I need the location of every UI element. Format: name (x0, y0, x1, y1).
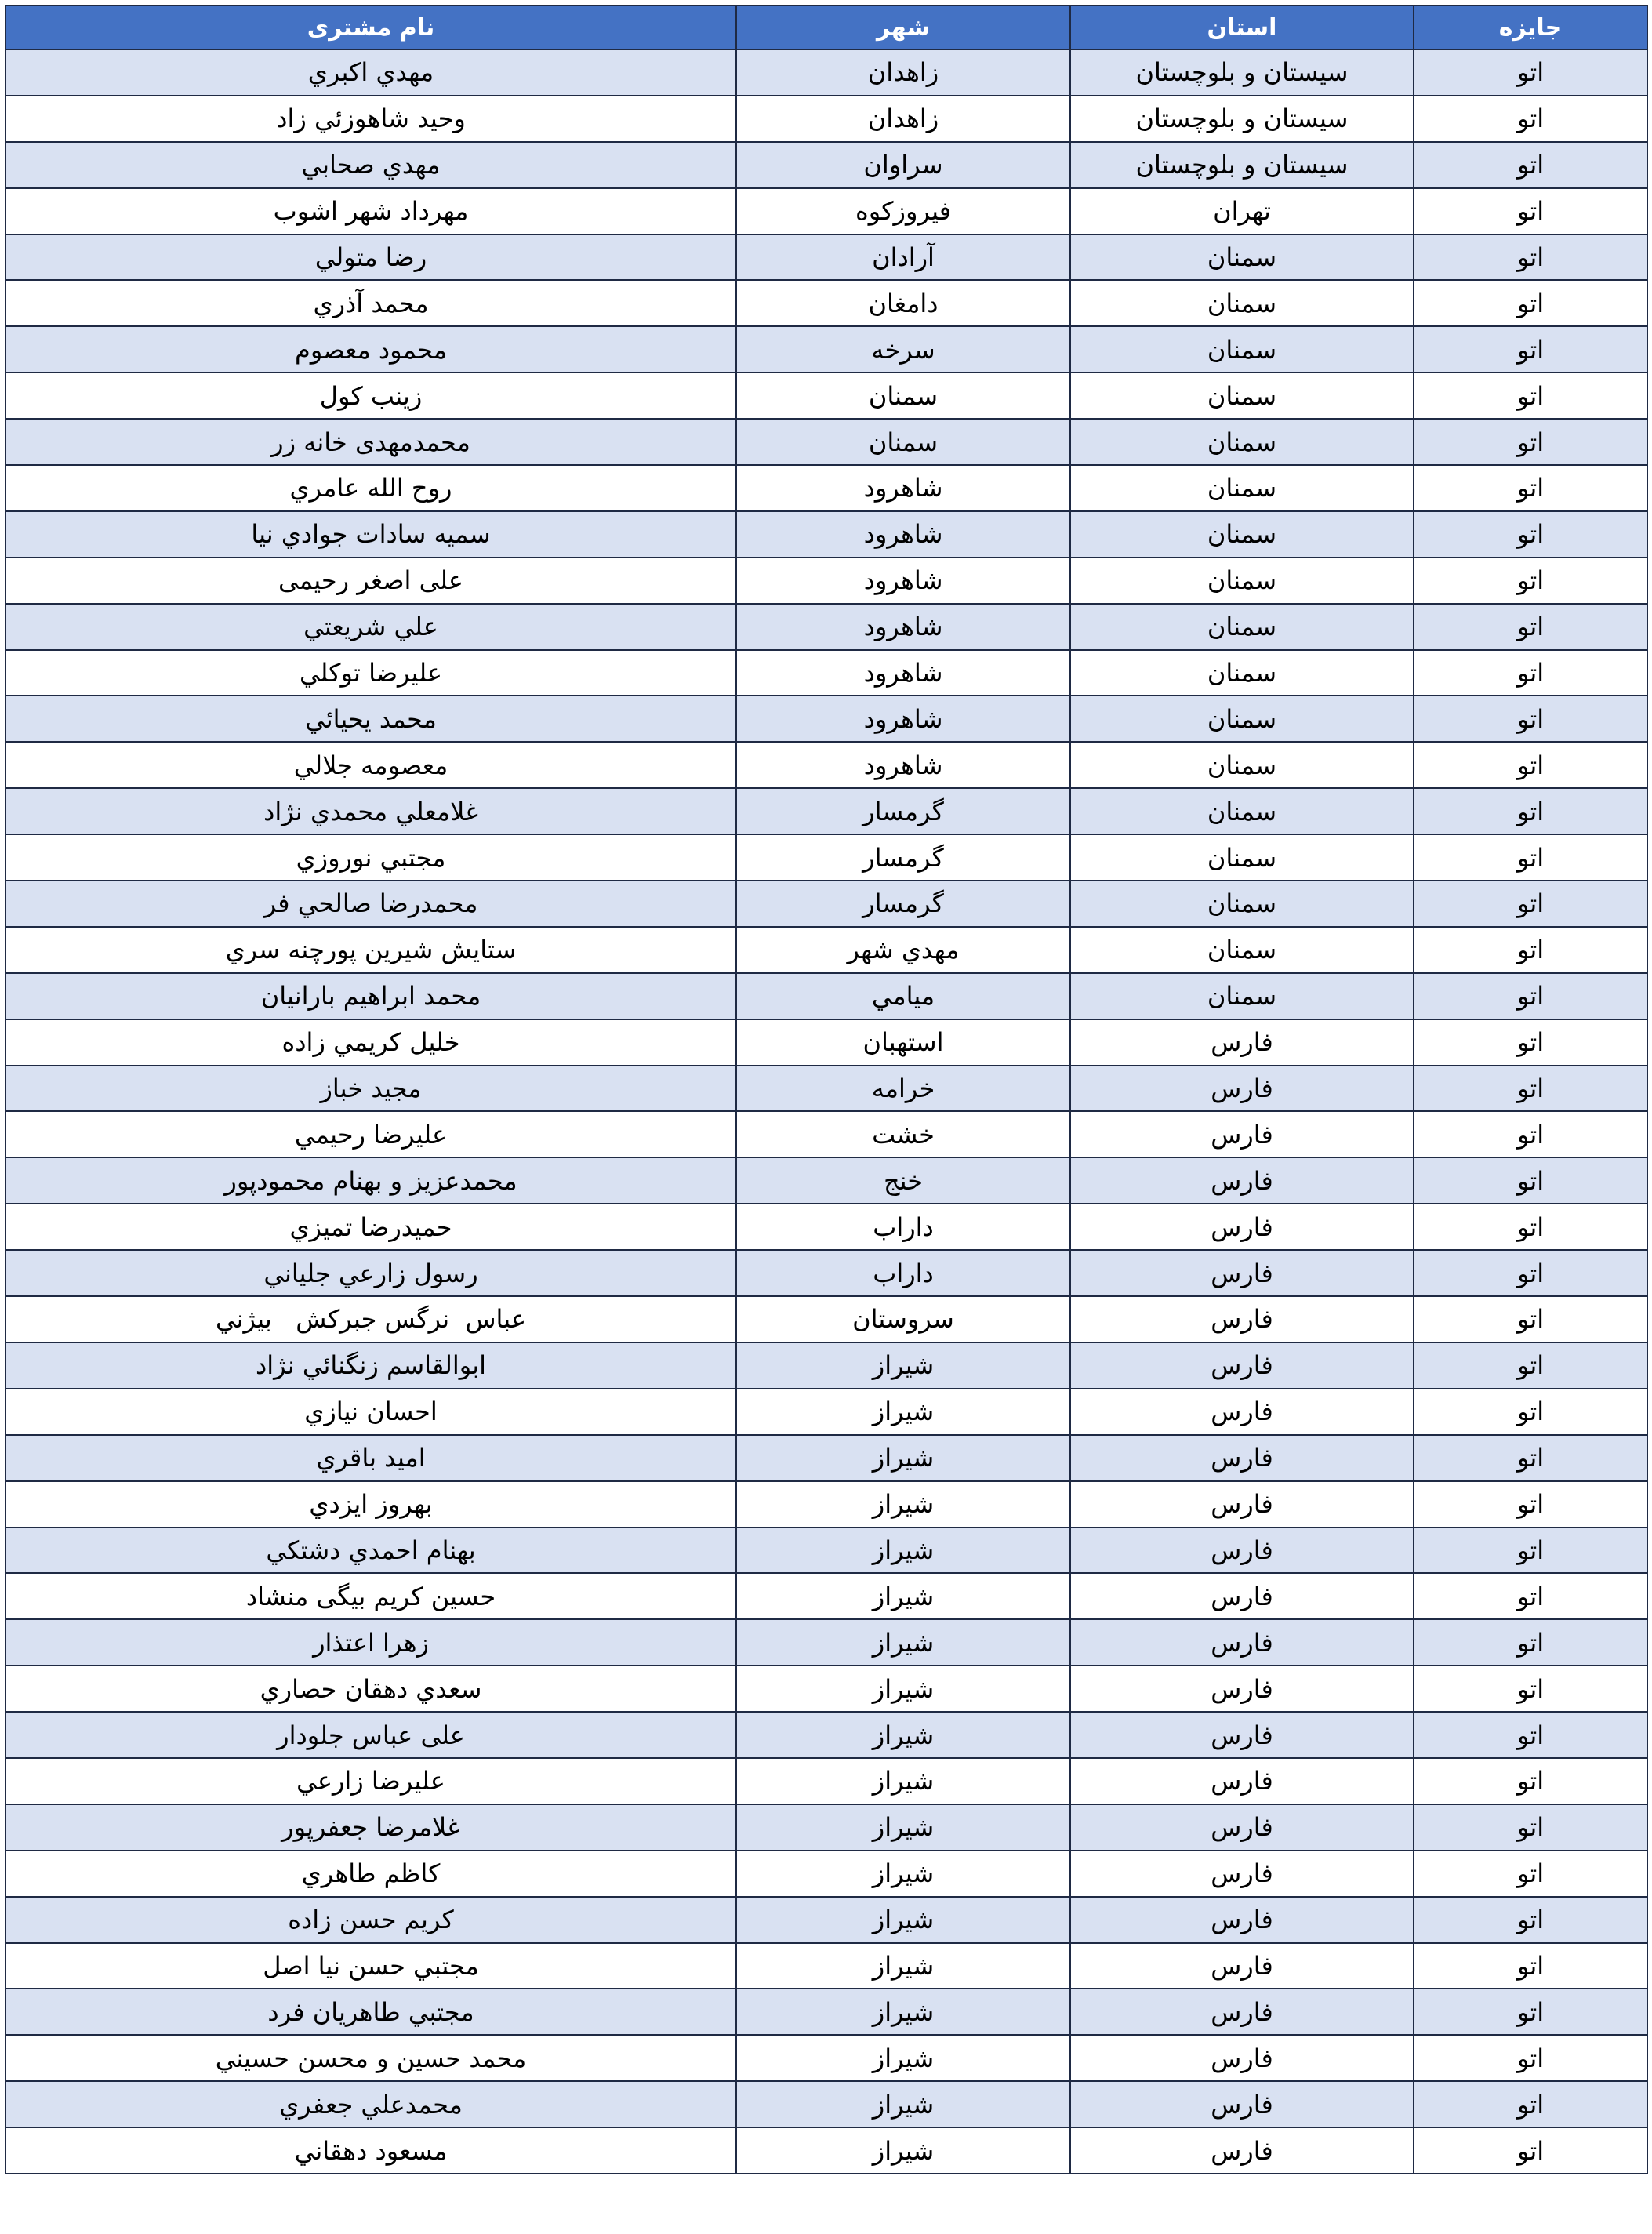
customer-name-cell: عليرضا توكلي (5, 650, 736, 696)
header-city: شهر (736, 5, 1070, 49)
province-cell: سمنان (1070, 973, 1414, 1019)
customer-name-cell: مجتبي حسن نيا اصل (5, 1943, 736, 1989)
customer-name-cell: ستايش شيرين پورچنه سري (5, 927, 736, 973)
table-row (5, 49, 1647, 96)
customer-name-cell: علی اصغر رحیمی (5, 558, 736, 604)
customer-name-cell: عباس نرگس جبركش بيژني (5, 1296, 736, 1342)
table-row (5, 1573, 1647, 1619)
table-row (5, 1758, 1647, 1804)
table-row (5, 1435, 1647, 1481)
table-row (5, 1527, 1647, 1574)
table-row (5, 1250, 1647, 1296)
prize-cell: اتو (1414, 465, 1647, 511)
province-cell: فارس (1070, 1758, 1414, 1804)
table-row (5, 604, 1647, 650)
province-cell: سمنان (1070, 604, 1414, 650)
city-cell: شيراز (736, 1527, 1070, 1574)
city-cell: دامغان (736, 280, 1070, 326)
customer-name-cell: بهروز ايزدي (5, 1481, 736, 1527)
table-row (5, 1019, 1647, 1066)
table-row (5, 2081, 1647, 2127)
province-cell: فارس (1070, 1111, 1414, 1157)
province-cell: فارس (1070, 1712, 1414, 1758)
customer-name-cell: مجتبي طاهريان فرد (5, 1989, 736, 2035)
city-cell: داراب (736, 1204, 1070, 1250)
table-row (5, 788, 1647, 834)
prize-cell: اتو (1414, 372, 1647, 419)
city-cell: سراوان (736, 142, 1070, 188)
province-cell: سمنان (1070, 834, 1414, 881)
city-cell: شيراز (736, 1943, 1070, 1989)
table-row (5, 2035, 1647, 2081)
table-row (5, 511, 1647, 558)
customer-name-cell: محمدرضا صالحي فر (5, 881, 736, 927)
prize-cell: اتو (1414, 2035, 1647, 2081)
city-cell: شاهرود (736, 511, 1070, 558)
city-cell: شيراز (736, 1619, 1070, 1666)
prize-cell: اتو (1414, 1296, 1647, 1342)
prize-cell: اتو (1414, 49, 1647, 96)
city-cell: شاهرود (736, 650, 1070, 696)
province-cell: سمنان (1070, 326, 1414, 372)
table-row (5, 1989, 1647, 2035)
table-row (5, 1342, 1647, 1389)
province-cell: فارس (1070, 1204, 1414, 1250)
province-cell: فارس (1070, 1019, 1414, 1066)
city-cell: سمنان (736, 372, 1070, 419)
province-cell: فارس (1070, 2035, 1414, 2081)
table-row (5, 696, 1647, 742)
prize-cell: اتو (1414, 1758, 1647, 1804)
table-row (5, 2127, 1647, 2174)
city-cell: سمنان (736, 419, 1070, 465)
prize-cell: اتو (1414, 1666, 1647, 1712)
table-row (5, 1619, 1647, 1666)
customer-name-cell: غلامعلي محمدي نژاد (5, 788, 736, 834)
customer-name-cell: سميه سادات جوادي نيا (5, 511, 736, 558)
prize-cell: اتو (1414, 973, 1647, 1019)
prize-cell: اتو (1414, 1619, 1647, 1666)
table-row (5, 1712, 1647, 1758)
table-row (5, 834, 1647, 881)
customer-name-cell: خليل كريمي زاده (5, 1019, 736, 1066)
prize-cell: اتو (1414, 419, 1647, 465)
customer-name-cell: زهرا اعتذار (5, 1619, 736, 1666)
city-cell: شيراز (736, 1758, 1070, 1804)
table-row (5, 1066, 1647, 1112)
table-row (5, 1389, 1647, 1435)
province-cell: سمنان (1070, 650, 1414, 696)
customer-name-cell: محمدعزيز و بهنام محمودپور (5, 1157, 736, 1204)
prize-cell: اتو (1414, 1019, 1647, 1066)
province-cell: سيستان و بلوچستان (1070, 49, 1414, 96)
prize-cell: اتو (1414, 834, 1647, 881)
province-cell: فارس (1070, 1066, 1414, 1112)
city-cell: زاهدان (736, 96, 1070, 142)
province-cell: فارس (1070, 1250, 1414, 1296)
province-cell: سيستان و بلوچستان (1070, 96, 1414, 142)
province-cell: سمنان (1070, 696, 1414, 742)
prize-cell: اتو (1414, 1157, 1647, 1204)
customer-name-cell: محمدعلي جعفري (5, 2081, 736, 2127)
customer-name-cell: علی عباس جلودار (5, 1712, 736, 1758)
customer-name-cell: عليرضا رحيمي (5, 1111, 736, 1157)
city-cell: آرادان (736, 234, 1070, 281)
city-cell: سروستان (736, 1296, 1070, 1342)
city-cell: داراب (736, 1250, 1070, 1296)
prize-cell: اتو (1414, 650, 1647, 696)
city-cell: شاهرود (736, 696, 1070, 742)
prize-cell: اتو (1414, 1989, 1647, 2035)
header-province: استان (1070, 5, 1414, 49)
province-cell: سيستان و بلوچستان (1070, 142, 1414, 188)
city-cell: شيراز (736, 1712, 1070, 1758)
prize-cell: اتو (1414, 788, 1647, 834)
prize-cell: اتو (1414, 927, 1647, 973)
city-cell: شيراز (736, 2127, 1070, 2174)
city-cell: شيراز (736, 1989, 1070, 2035)
table-row (5, 650, 1647, 696)
table-row (5, 188, 1647, 234)
prize-cell: اتو (1414, 2081, 1647, 2127)
city-cell: فيروزكوه (736, 188, 1070, 234)
customer-name-cell: معصومه جلالي (5, 742, 736, 788)
prize-cell: اتو (1414, 1481, 1647, 1527)
city-cell: گرمسار (736, 788, 1070, 834)
prize-cell: اتو (1414, 1389, 1647, 1435)
table-row (5, 1943, 1647, 1989)
prize-cell: اتو (1414, 604, 1647, 650)
customer-name-cell: علي شريعتي (5, 604, 736, 650)
city-cell: شيراز (736, 1389, 1070, 1435)
city-cell: خشت (736, 1111, 1070, 1157)
header-row (5, 5, 1647, 49)
prize-cell: اتو (1414, 1204, 1647, 1250)
city-cell: شيراز (736, 1897, 1070, 1943)
customer-name-cell: حميدرضا تميزي (5, 1204, 736, 1250)
table-row (5, 973, 1647, 1019)
prize-cell: اتو (1414, 142, 1647, 188)
prize-cell: اتو (1414, 326, 1647, 372)
customer-name-cell: محمد ابراهيم بارانيان (5, 973, 736, 1019)
province-cell: فارس (1070, 1435, 1414, 1481)
customer-name-cell: مسعود دهقاني (5, 2127, 736, 2174)
city-cell: استهبان (736, 1019, 1070, 1066)
province-cell: فارس (1070, 1296, 1414, 1342)
prize-cell: اتو (1414, 234, 1647, 281)
table-row (5, 372, 1647, 419)
table-row (5, 419, 1647, 465)
table-row (5, 1804, 1647, 1851)
table-row (5, 96, 1647, 142)
prize-cell: اتو (1414, 558, 1647, 604)
customer-name-cell: بهنام احمدي دشتكي (5, 1527, 736, 1574)
customer-name-cell: رضا متولي (5, 234, 736, 281)
prize-cell: اتو (1414, 188, 1647, 234)
city-cell: شاهرود (736, 558, 1070, 604)
table-row (5, 927, 1647, 973)
table-row (5, 742, 1647, 788)
customer-name-cell: كاظم طاهري (5, 1851, 736, 1897)
city-cell: شيراز (736, 1851, 1070, 1897)
city-cell: شاهرود (736, 742, 1070, 788)
table-row (5, 465, 1647, 511)
province-cell: فارس (1070, 2127, 1414, 2174)
table-row (5, 234, 1647, 281)
prize-cell: اتو (1414, 742, 1647, 788)
city-cell: شيراز (736, 2035, 1070, 2081)
customer-name-cell: رسول زارعي جلياني (5, 1250, 736, 1296)
prize-cell: اتو (1414, 280, 1647, 326)
province-cell: فارس (1070, 1989, 1414, 2035)
customer-name-cell: مهدي صحابي (5, 142, 736, 188)
customer-name-cell: محمد يحيائي (5, 696, 736, 742)
table-row (5, 881, 1647, 927)
prize-cell: اتو (1414, 696, 1647, 742)
province-cell: فارس (1070, 1897, 1414, 1943)
table-row (5, 558, 1647, 604)
prize-cell: اتو (1414, 1943, 1647, 1989)
province-cell: فارس (1070, 1573, 1414, 1619)
customer-name-cell: مهرداد شهر اشوب (5, 188, 736, 234)
customer-name-cell: وحيد شاهوزئي زاد (5, 96, 736, 142)
prize-cell: اتو (1414, 881, 1647, 927)
customer-name-cell: محمدمهدی خانه زر (5, 419, 736, 465)
province-cell: فارس (1070, 1851, 1414, 1897)
customer-name-cell: احسان نيازي (5, 1389, 736, 1435)
customer-name-cell: روح الله عامري (5, 465, 736, 511)
city-cell: شاهرود (736, 465, 1070, 511)
table-row (5, 142, 1647, 188)
header-prize: جایزه (1414, 5, 1647, 49)
prize-cell: اتو (1414, 1804, 1647, 1851)
city-cell: شيراز (736, 1481, 1070, 1527)
prize-cell: اتو (1414, 1527, 1647, 1574)
province-cell: فارس (1070, 1943, 1414, 1989)
prize-cell: اتو (1414, 1111, 1647, 1157)
province-cell: فارس (1070, 1527, 1414, 1574)
table-row (5, 1296, 1647, 1342)
prize-cell: اتو (1414, 2127, 1647, 2174)
city-cell: شيراز (736, 1435, 1070, 1481)
customer-name-cell: غلامرضا جعفرپور (5, 1804, 736, 1851)
province-cell: سمنان (1070, 465, 1414, 511)
prize-cell: اتو (1414, 1435, 1647, 1481)
city-cell: شيراز (736, 1804, 1070, 1851)
customer-name-cell: محمد حسين و محسن حسيني (5, 2035, 736, 2081)
customer-name-cell: مجتبي نوروزي (5, 834, 736, 881)
table-row (5, 280, 1647, 326)
province-cell: فارس (1070, 1342, 1414, 1389)
province-cell: فارس (1070, 1389, 1414, 1435)
province-cell: سمنان (1070, 511, 1414, 558)
city-cell: گرمسار (736, 881, 1070, 927)
table-body (5, 49, 1647, 2174)
customer-name-cell: كريم حسن زاده (5, 1897, 736, 1943)
prize-cell: اتو (1414, 96, 1647, 142)
province-cell: سمنان (1070, 280, 1414, 326)
province-cell: سمنان (1070, 927, 1414, 973)
city-cell: خرامه (736, 1066, 1070, 1112)
customer-name-cell: زينب كول (5, 372, 736, 419)
city-cell: شيراز (736, 1342, 1070, 1389)
city-cell: مهدي شهر (736, 927, 1070, 973)
city-cell: شيراز (736, 2081, 1070, 2127)
province-cell: فارس (1070, 2081, 1414, 2127)
province-cell: فارس (1070, 1804, 1414, 1851)
customer-name-cell: اميد باقري (5, 1435, 736, 1481)
province-cell: فارس (1070, 1481, 1414, 1527)
customer-name-cell: عليرضا زارعي (5, 1758, 736, 1804)
province-cell: سمنان (1070, 372, 1414, 419)
table-row (5, 326, 1647, 372)
city-cell: خنج (736, 1157, 1070, 1204)
customer-name-cell: محمد آذري (5, 280, 736, 326)
prize-cell: اتو (1414, 1573, 1647, 1619)
city-cell: شيراز (736, 1666, 1070, 1712)
city-cell: شيراز (736, 1573, 1070, 1619)
customer-name-cell: ابوالقاسم زنگنائي نژاد (5, 1342, 736, 1389)
table-row (5, 1851, 1647, 1897)
province-cell: سمنان (1070, 234, 1414, 281)
prize-cell: اتو (1414, 1712, 1647, 1758)
table-row (5, 1666, 1647, 1712)
header-customer-name: نام مشتری (5, 5, 736, 49)
prize-cell: اتو (1414, 1066, 1647, 1112)
customer-name-cell: مهدي اكبري (5, 49, 736, 96)
province-cell: سمنان (1070, 558, 1414, 604)
province-cell: سمنان (1070, 881, 1414, 927)
city-cell: ميامي (736, 973, 1070, 1019)
city-cell: سرخه (736, 326, 1070, 372)
customer-name-cell: محمود معصوم (5, 326, 736, 372)
city-cell: شاهرود (736, 604, 1070, 650)
table-row (5, 1481, 1647, 1527)
city-cell: گرمسار (736, 834, 1070, 881)
prize-cell: اتو (1414, 1897, 1647, 1943)
table-row (5, 1111, 1647, 1157)
province-cell: تهران (1070, 188, 1414, 234)
prize-cell: اتو (1414, 511, 1647, 558)
prize-cell: اتو (1414, 1250, 1647, 1296)
city-cell: زاهدان (736, 49, 1070, 96)
customer-name-cell: سعدي دهقان حصاري (5, 1666, 736, 1712)
province-cell: فارس (1070, 1619, 1414, 1666)
prize-cell: اتو (1414, 1342, 1647, 1389)
province-cell: سمنان (1070, 788, 1414, 834)
prize-cell: اتو (1414, 1851, 1647, 1897)
province-cell: فارس (1070, 1157, 1414, 1204)
province-cell: فارس (1070, 1666, 1414, 1712)
province-cell: سمنان (1070, 419, 1414, 465)
table-row (5, 1897, 1647, 1943)
customer-name-cell: مجيد خباز (5, 1066, 736, 1112)
table-row (5, 1157, 1647, 1204)
province-cell: سمنان (1070, 742, 1414, 788)
customer-prize-table (5, 5, 1648, 2174)
table-row (5, 1204, 1647, 1250)
customer-name-cell: حسين كريم بيگی منشاد (5, 1573, 736, 1619)
